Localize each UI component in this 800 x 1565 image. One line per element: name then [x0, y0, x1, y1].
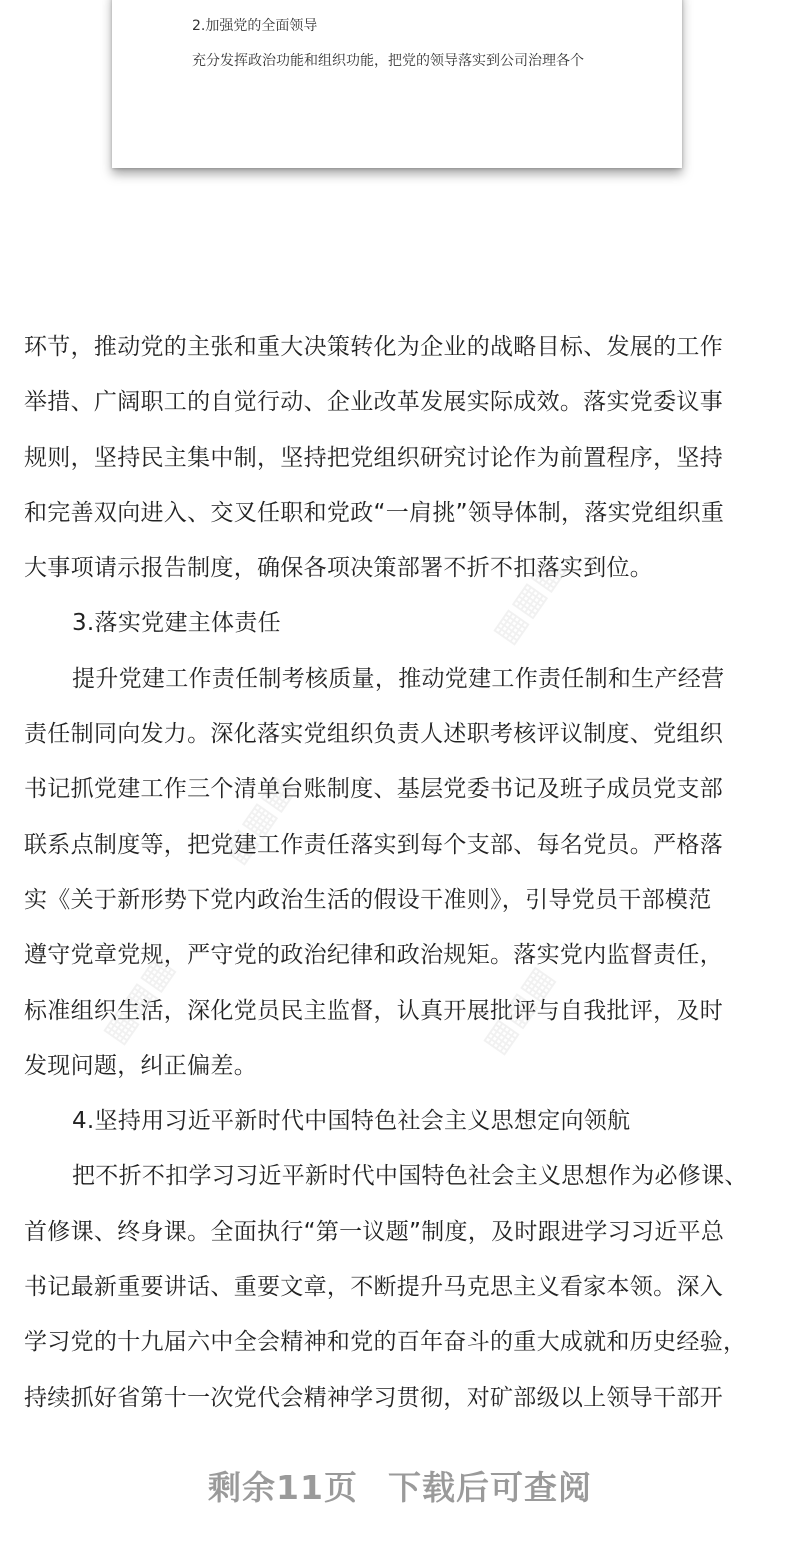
body-line: 规则，坚持民主集中制，坚持把党组织研究讨论作为前置程序，坚持 — [24, 444, 723, 471]
download-to-view-text: 下载后可查阅 — [387, 1468, 592, 1507]
body-line: 联系点制度等，把党建工作责任落实到每个支部、每名党员。严格落 — [24, 831, 723, 858]
body-line: 环节，推动党的主张和重大决策转化为企业的战略目标、发展的工作 — [24, 334, 723, 360]
body-line: 遵守党章党规，严守党的政治纪律和政治规矩。落实党内监督责任， — [24, 942, 723, 969]
watermark-logo: ▦▦▦ — [474, 959, 563, 1061]
body-line: 把不折不扣学习习近平新时代中国特色社会主义思想作为必修课、 — [72, 1163, 748, 1190]
remaining-pages-banner[interactable] — [0, 1462, 800, 1509]
section-heading: 4.坚持用习近平新时代中国特色社会主义思想定向领航 — [72, 1108, 631, 1135]
body-line: 实《关于新形势下党内政治生活的假设干准则》，引导党员干部模范 — [24, 886, 712, 913]
body-line: 和完善双向进入、交叉任职和党政“一肩挑”领导体制，落实党组织重 — [24, 499, 725, 526]
preview-heading: 2.加强党的全面领导 — [192, 18, 318, 34]
body-line: 提升党建工作责任制考核质量，推动党建工作责任制和生产经营 — [72, 665, 725, 692]
preview-snippet: 充分发挥政治功能和组织功能，把党的领导落实到公司治理各个 — [192, 53, 584, 69]
body-line: 学习党的十九届六中全会精神和党的百年奋斗的重大成就和历史经验， — [24, 1329, 747, 1356]
body-line: 持续抓好省第十一次党代会精神学习贯彻，对矿部级以上领导干部开 — [24, 1384, 723, 1411]
watermark-logo: ▦▦▦ — [214, 769, 303, 871]
remaining-pages-count: 剩余11页 — [208, 1468, 358, 1507]
body-line: 责任制同向发力。深化落实党组织负责人述职考核评议制度、党组织 — [24, 721, 723, 748]
body-line: 首修课、终身课。全面执行“第一议题”制度，及时跟进学习习近平总 — [24, 1218, 725, 1245]
watermark-logo: ▦▦▦ — [484, 549, 573, 651]
body-line: 书记抓党建工作三个清单台账制度、基层党委书记及班子成员党支部 — [24, 776, 723, 803]
body-line: 大事项请示报告制度，确保各项决策部署不折不扣落实到位。 — [24, 555, 654, 582]
page-preview-card — [112, 0, 682, 168]
document-body — [24, 320, 776, 1426]
body-line: 标准组织生活，深化党员民主监督，认真开展批评与自我批评，及时 — [24, 997, 723, 1024]
body-line: 书记最新重要讲话、重要文章，不断提升马克思主义看家本领。深入 — [24, 1274, 723, 1301]
body-line: 举措、广阔职工的自觉行动、企业改革发展实际成效。落实党委议事 — [24, 389, 723, 416]
watermark-logo: ▦▦▦ — [94, 949, 183, 1051]
section-heading: 3.落实党建主体责任 — [72, 610, 281, 637]
body-line: 发现问题，纠正偏差。 — [24, 1052, 257, 1079]
